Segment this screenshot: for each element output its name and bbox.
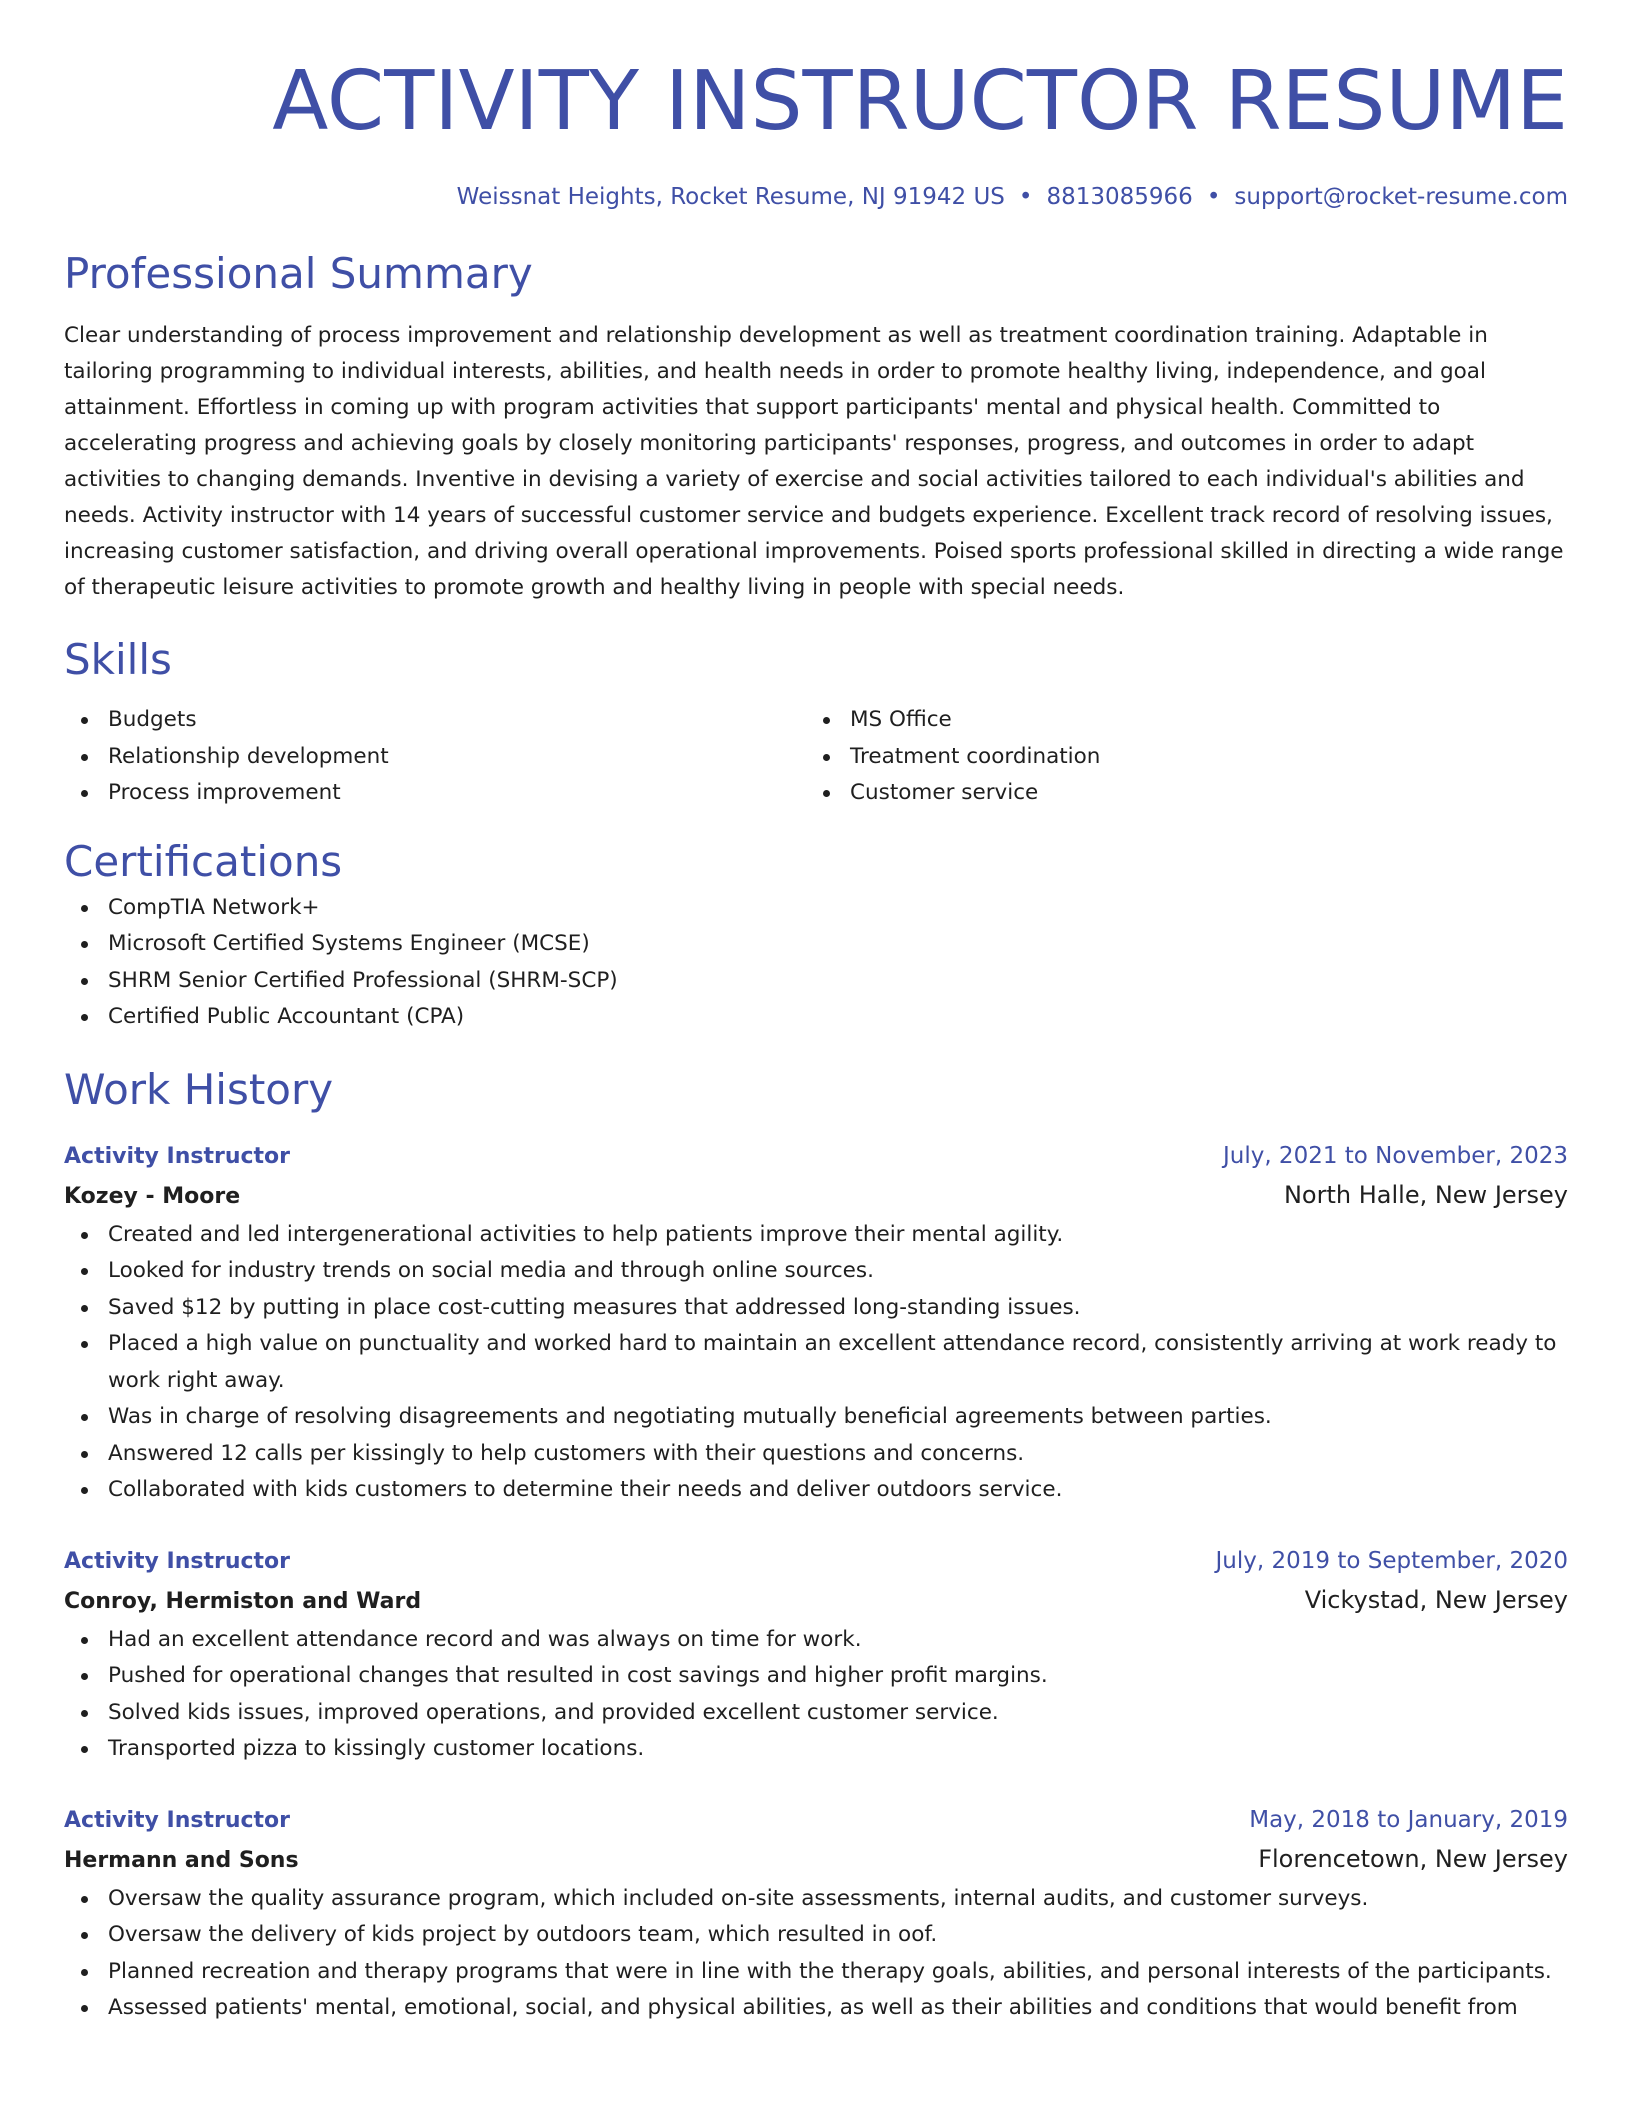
work-history-heading: Work History	[64, 1064, 334, 1114]
job-bullet: Created and led intergenerational activities to help patients improve their mental agility.	[108, 1217, 1568, 1254]
contact-address: Weissnat Heights, Rocket Resume, NJ 91942 US	[456, 184, 1005, 210]
contact-separator: •	[1206, 184, 1221, 210]
resume-title: ACTIVITY INSTRUCTOR RESUME	[272, 54, 1568, 149]
job-company: Hermann and Sons	[64, 1847, 299, 1873]
job-bullet-list	[64, 1622, 1568, 1768]
contact-line	[64, 182, 1568, 212]
job-bullet: Had an excellent attendance record and was always on time for work.	[108, 1622, 1568, 1659]
job-company: Conroy, Hermiston and Ward	[64, 1588, 422, 1614]
skills-heading: Skills	[64, 635, 172, 684]
job-bullet: Saved $12 by putting in place cost-cutting measures that addressed long-standing issues.	[108, 1290, 1568, 1327]
job-bullet: Answered 12 calls per kissingly to help customers with their questions and concerns.	[108, 1436, 1568, 1473]
skill-item: Customer service	[850, 775, 1548, 812]
skills-column-left	[64, 702, 806, 812]
job-bullet: Looked for industry trends on social media and through online sources.	[108, 1253, 1568, 1290]
job-bullet: Assessed patients' mental, emotional, social, and physical abilities, as well as their abilities and conditions that would benefit from	[108, 1990, 1568, 2027]
job-bullet: Solved kids issues, improved operations, and provided excellent customer service.	[108, 1695, 1568, 1732]
skill-item: Process improvement	[108, 775, 806, 812]
job-bullet: Collaborated with kids customers to determine their needs and deliver outdoors service.	[108, 1472, 1568, 1509]
skills-column-right	[806, 702, 1548, 812]
job-title: Activity Instructor	[64, 1807, 291, 1833]
certification-item: Microsoft Certified Systems Engineer (MCSE)	[108, 926, 1568, 963]
job-location: Florencetown, New Jersey	[1258, 1844, 1568, 1873]
job-bullet: Transported pizza to kissingly customer locations.	[108, 1731, 1568, 1768]
job-dates: July, 2019 to September, 2020	[1215, 1547, 1568, 1574]
summary-text: Clear understanding of process improvement and relationship development as well as treatment coordination training. Adaptable in tailoring programming to individual interests, abilities, and health needs in order to promote healthy living, independence, and goal attainment. Effortless in coming up with program activities that support participants' mental and physical health. Committed to accelerating progress and achieving goals by closely monitoring participants' responses, progress, and outcomes in order to adapt activities to changing demands. Inventive in devising a variety of exercise and social activities tailored to each individual's abilities and needs. Activity instructor with 14 years of successful customer service and budgets experience. Excellent track record of resolving issues, increasing customer satisfaction, and driving overall operational improvements. Poised sports professional skilled in directing a wide range of therapeutic leisure activities to promote growth and healthy living in people with special needs.	[64, 323, 1564, 600]
job-bullet-list	[64, 1881, 1568, 2027]
job-entry	[64, 1543, 1568, 1768]
job-bullet: Oversaw the delivery of kids project by outdoors team, which resulted in oof.	[108, 1917, 1568, 1954]
job-location: Vickystad, New Jersey	[1304, 1585, 1568, 1614]
certifications-heading: Certifications	[64, 836, 343, 886]
job-title: Activity Instructor	[64, 1143, 291, 1169]
job-entry	[64, 1138, 1568, 1509]
contact-email[interactable]: support@rocket-resume.com	[1234, 184, 1568, 210]
job-title: Activity Instructor	[64, 1548, 291, 1574]
certifications-list	[64, 890, 1568, 1036]
job-bullet: Pushed for operational changes that resulted in cost savings and higher profit margins.	[108, 1658, 1568, 1695]
certification-item: SHRM Senior Certified Professional (SHRM-SCP)	[108, 963, 1568, 1000]
summary-heading: Professional Summary	[64, 249, 533, 298]
job-dates: July, 2021 to November, 2023	[1222, 1142, 1568, 1169]
job-bullet-list	[64, 1217, 1568, 1509]
contact-phone: 8813085966	[1046, 184, 1193, 210]
job-bullet: Planned recreation and therapy programs that were in line with the therapy goals, abilities, and personal interests of the participants.	[108, 1954, 1568, 1991]
skill-item: Treatment coordination	[850, 739, 1548, 776]
certification-item: CompTIA Network+	[108, 890, 1568, 927]
contact-separator: •	[1018, 184, 1033, 210]
job-dates: May, 2018 to January, 2019	[1249, 1806, 1568, 1833]
skill-item: Relationship development	[108, 739, 806, 776]
job-location: North Halle, New Jersey	[1283, 1180, 1568, 1209]
job-entry	[64, 1802, 1568, 2027]
certification-item: Certified Public Accountant (CPA)	[108, 999, 1568, 1036]
skill-item: MS Office	[850, 702, 1548, 739]
job-company: Kozey - Moore	[64, 1183, 241, 1209]
job-bullet: Placed a high value on punctuality and worked hard to maintain an excellent attendance record, consistently arriving at work ready to work right away.	[108, 1326, 1568, 1399]
skill-item: Budgets	[108, 702, 806, 739]
job-bullet: Oversaw the quality assurance program, which included on-site assessments, internal audits, and customer surveys.	[108, 1881, 1568, 1918]
job-bullet: Was in charge of resolving disagreements and negotiating mutually beneficial agreements between parties.	[108, 1399, 1568, 1436]
skills-list	[64, 702, 1568, 812]
